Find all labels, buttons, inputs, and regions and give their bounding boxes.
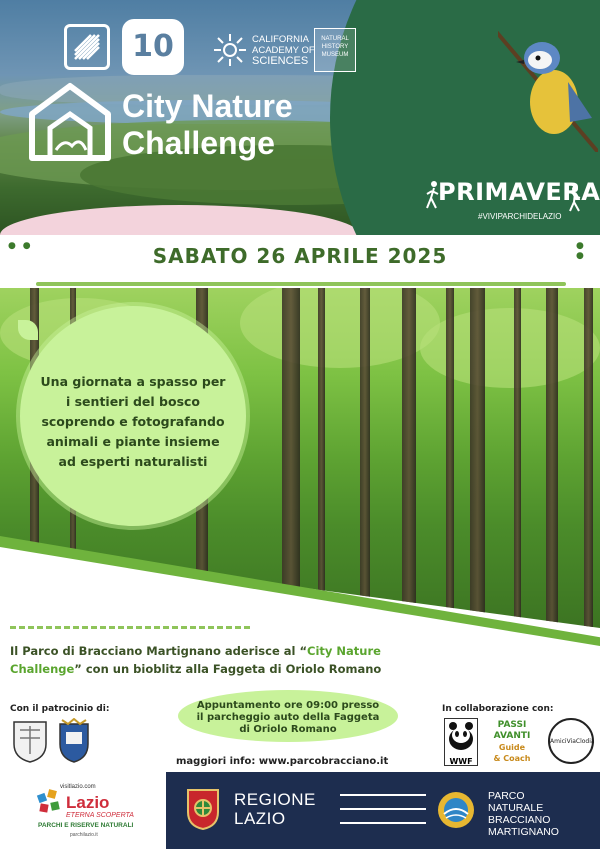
lazio-tiles-icon <box>36 788 64 816</box>
sun-logo-icon <box>212 32 248 68</box>
park-name-text: PARCO NATURALE BRACCIANO MARTIGNANO <box>488 790 559 838</box>
lazio-tagline: ETERNA SCOPERTA <box>66 812 134 819</box>
regione-lazio-emblem-icon <box>182 786 224 830</box>
nhm-logo: NATURAL HISTORY MUSEUM <box>314 28 356 72</box>
event-title: City Nature Challenge <box>122 88 293 161</box>
lazio-url-top: visitlazio.com <box>60 784 96 790</box>
lazio-brand: Lazio <box>66 793 110 812</box>
decorative-dots: ● ● <box>576 241 586 261</box>
pink-swoosh <box>0 205 360 235</box>
municipal-crest-icon <box>56 718 92 764</box>
intro-paragraph: Il Parco di Bracciano Martignano aderisce al “City Nature Challenge” con un bioblitz alla Faggeta di Oriolo Romano <box>10 644 382 676</box>
event-date: SABATO 26 APRILE 2025 <box>152 244 448 268</box>
bird-icon <box>498 22 598 152</box>
house-logo-icon <box>26 80 114 164</box>
header-banner <box>0 0 600 235</box>
campaign-hashtag: #VIVIPARCHIDELAZIO <box>478 212 562 221</box>
regione-lazio-text: REGIONE LAZIO <box>234 790 316 828</box>
divider <box>36 282 566 286</box>
leaf-logo-icon <box>64 24 110 70</box>
panda-icon <box>445 719 477 753</box>
edition-badge: 10 <box>122 19 184 75</box>
park-sun-emblem-icon <box>432 788 480 832</box>
decorative-dots: ● ● <box>8 241 33 251</box>
intro-highlight: City Nature Challenge <box>10 644 381 676</box>
lazio-parks-url: parchilazio.it <box>70 832 98 838</box>
passi-avanti-logo: PASSI AVANTI Guide & Coach <box>493 720 531 763</box>
wwf-logo: WWF <box>444 718 478 766</box>
amici-via-clodia-logo: AmiciViaClodia <box>548 718 594 764</box>
cas-logo-text: CALIFORNIA ACADEMY OF SCIENCES <box>252 34 315 67</box>
campaign-title: PRIMAVERA <box>438 178 600 206</box>
lazio-parks-label: PARCHI E RISERVE NATURALI <box>38 822 134 829</box>
patronage-label: Con il patrocinio di: <box>10 704 110 714</box>
event-tagline: Una giornata a spasso per i sentieri del bosco scoprendo e fotografando animali e piante insieme ad esperti naturalisti <box>40 374 226 469</box>
dashed-divider <box>10 626 250 629</box>
municipal-crest-icon <box>12 718 48 764</box>
collaboration-label: In collaborazione con: <box>442 704 554 714</box>
appointment-text: Appuntamento ore 09:00 presso il parcheggio auto della Faggeta di Oriolo Romano <box>196 700 380 735</box>
decorative-lines <box>340 794 426 836</box>
info-link[interactable]: maggiori info: www.parcobracciano.it <box>176 756 389 767</box>
